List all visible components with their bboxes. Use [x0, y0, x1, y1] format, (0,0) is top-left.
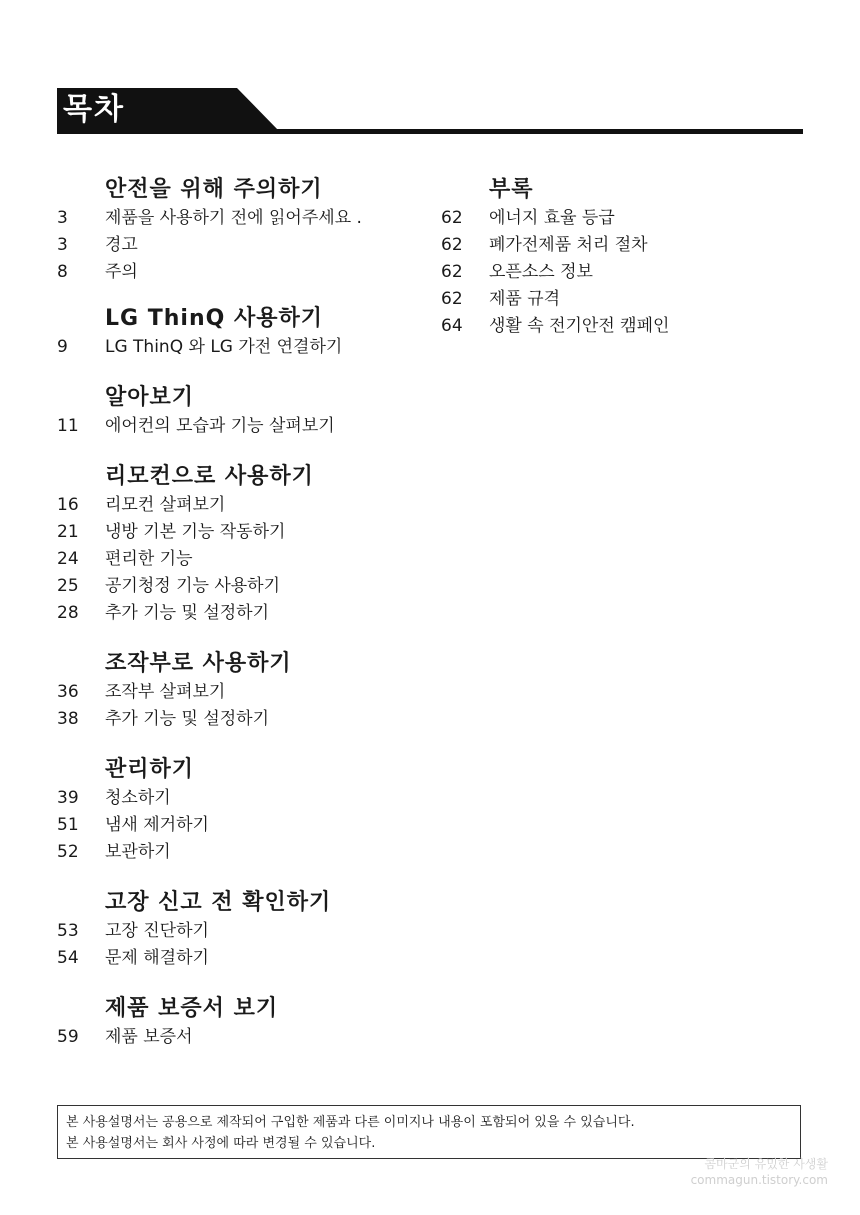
toc-entry[interactable] [57, 232, 457, 259]
toc-entry[interactable] [57, 945, 457, 972]
notice-box [57, 1105, 801, 1159]
toc-entry-label: LG ThinQ 와 LG 가전 연결하기 [105, 337, 343, 357]
toc-entry[interactable] [57, 519, 457, 546]
toc-entry[interactable] [57, 706, 457, 733]
toc-entry-page: 53 [57, 921, 79, 941]
toc-entry-label: 제품 보증서 [105, 1027, 193, 1047]
toc-entry-page: 39 [57, 788, 79, 808]
notice-line-2: 본 사용설명서는 회사 사정에 따라 변경될 수 있습니다. [66, 1136, 376, 1151]
toc-entry[interactable] [57, 546, 457, 573]
toc-entry-page: 16 [57, 495, 79, 515]
toc-entry-page: 62 [441, 208, 463, 228]
toc-entry-page: 28 [57, 603, 79, 623]
toc-entry-page: 21 [57, 522, 79, 542]
section-title: 조작부로 사용하기 [105, 651, 292, 676]
toc-entry-label: 고장 진단하기 [105, 921, 209, 941]
section-title: 제품 보증서 보기 [105, 996, 279, 1021]
toc-entry-label: 리모컨 살펴보기 [105, 495, 226, 515]
toc-entry-label: 냄새 제거하기 [105, 815, 209, 835]
toc-header [57, 88, 803, 136]
toc-entry[interactable] [57, 492, 457, 519]
toc-entry[interactable] [441, 232, 821, 259]
toc-entry-page: 62 [441, 289, 463, 309]
toc-entry-page: 36 [57, 682, 79, 702]
toc-entry[interactable] [57, 785, 457, 812]
toc-entry-page: 3 [57, 235, 68, 255]
toc-entry-label: 제품 규격 [489, 289, 561, 309]
section-title: 관리하기 [105, 757, 195, 782]
section-title: LG ThinQ 사용하기 [105, 306, 323, 331]
toc-entry-label: 폐가전제품 처리 절차 [489, 235, 648, 255]
toc-section [57, 755, 457, 866]
toc-entry[interactable] [57, 573, 457, 600]
toc-entry[interactable] [441, 313, 821, 340]
toc-left-column [57, 175, 457, 1051]
section-title: 알아보기 [105, 385, 195, 410]
toc-entry[interactable] [57, 918, 457, 945]
section-title: 리모컨으로 사용하기 [105, 464, 314, 489]
toc-section [57, 994, 457, 1051]
toc-entry-page: 52 [57, 842, 79, 862]
toc-entry-page: 38 [57, 709, 79, 729]
toc-entry-label: 조작부 살펴보기 [105, 682, 226, 702]
toc-entry-label: 냉방 기본 기능 작동하기 [105, 522, 286, 542]
toc-entry[interactable] [441, 205, 821, 232]
toc-entry-label: 주의 [105, 262, 138, 282]
toc-entry-page: 9 [57, 337, 68, 357]
toc-entry[interactable] [441, 259, 821, 286]
page-title: 목차 [63, 92, 125, 127]
toc-entry[interactable] [57, 600, 457, 627]
toc-entry[interactable] [57, 812, 457, 839]
toc-entry-label: 편리한 기능 [105, 549, 193, 569]
toc-entry-page: 59 [57, 1027, 79, 1047]
toc-entry[interactable] [441, 286, 821, 313]
toc-section [57, 462, 457, 627]
toc-entry[interactable] [57, 259, 457, 286]
toc-section [57, 888, 457, 972]
toc-entry[interactable] [57, 1024, 457, 1051]
section-title: 고장 신고 전 확인하기 [105, 890, 332, 915]
toc-entry[interactable] [57, 205, 457, 232]
toc-entry-label: 추가 기능 및 설정하기 [105, 603, 270, 623]
toc-entry-label: 에너지 효율 등급 [489, 208, 615, 228]
watermark-line-1: 콤마군의 유밌한 사생활 [704, 1157, 828, 1171]
watermark [691, 1156, 828, 1188]
toc-entry-label: 문제 해결하기 [105, 948, 209, 968]
toc-entry-page: 51 [57, 815, 79, 835]
toc-entry-label: 공기청정 기능 사용하기 [105, 576, 281, 596]
toc-entry-label: 경고 [105, 235, 138, 255]
toc-entry-page: 62 [441, 235, 463, 255]
toc-entry-page: 62 [441, 262, 463, 282]
toc-entry[interactable] [57, 839, 457, 866]
header-rule [57, 129, 803, 134]
toc-entry-label: 제품을 사용하기 전에 읽어주세요 . [105, 208, 362, 228]
toc-section-appendix [441, 175, 821, 340]
section-title: 안전을 위해 주의하기 [105, 177, 323, 202]
toc-section [57, 383, 457, 440]
toc-entry-page: 25 [57, 576, 79, 596]
toc-entry-label: 오픈소스 정보 [489, 262, 593, 282]
toc-entry-page: 3 [57, 208, 68, 228]
toc-entry-label: 생활 속 전기안전 캠페인 [489, 316, 670, 336]
toc-entry-page: 64 [441, 316, 463, 336]
toc-entry-label: 보관하기 [105, 842, 171, 862]
toc-section [57, 649, 457, 733]
toc-entry-page: 54 [57, 948, 79, 968]
toc-entry-label: 추가 기능 및 설정하기 [105, 709, 270, 729]
toc-right-column [441, 175, 821, 340]
toc-section [57, 175, 457, 286]
toc-entry[interactable] [57, 413, 457, 440]
toc-entry-page: 11 [57, 416, 79, 436]
notice-line-1: 본 사용설명서는 공용으로 제작되어 구입한 제품과 다른 이미지나 내용이 포함되어 있을 수 있습니다. [66, 1115, 635, 1130]
toc-entry-label: 청소하기 [105, 788, 171, 808]
section-title: 부록 [489, 177, 534, 202]
toc-entry[interactable] [57, 334, 457, 361]
toc-entry-page: 8 [57, 262, 68, 282]
toc-entry-label: 에어컨의 모습과 기능 살펴보기 [105, 416, 335, 436]
watermark-line-2: commagun.tistory.com [690, 1173, 828, 1187]
toc-entry[interactable] [57, 679, 457, 706]
toc-section [57, 304, 457, 361]
toc-entry-page: 24 [57, 549, 79, 569]
